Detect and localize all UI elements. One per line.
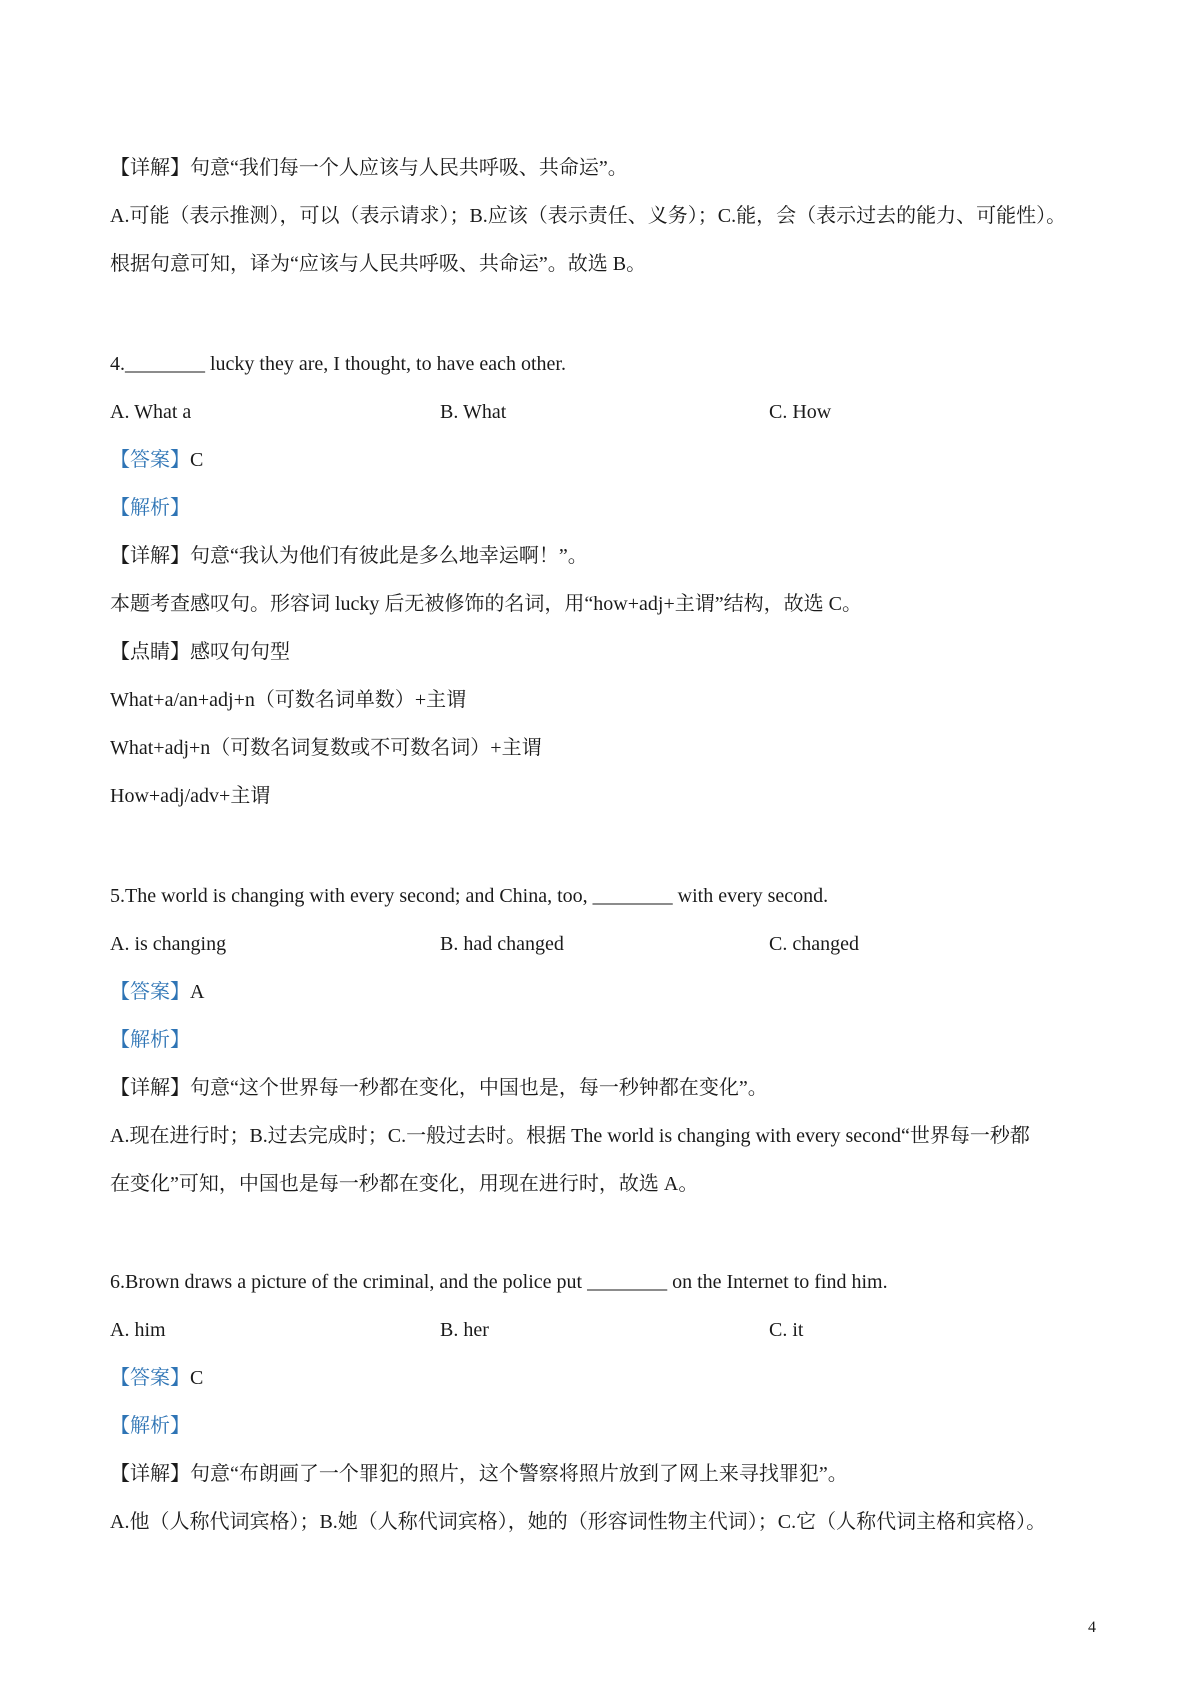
q6-explanation: A.他（人称代词宾格）；B.她（人称代词宾格），她的（形容词性物主代词）；C.它（人称代词主格和宾格）。 [110,1511,1047,1533]
answer-tag: 【答案】 [110,981,190,1003]
q5-option-b: B. had changed [440,933,564,955]
answer-value: C [190,449,204,471]
q4-rule-2: What+adj+n（可数名词复数或不可数名词）+主谓 [110,737,542,759]
answer-tag: 【答案】 [110,1367,190,1389]
q4-tip: 【点睛】感叹句句型 [110,641,290,663]
q6-detail: 【详解】句意“布朗画了一个罪犯的照片，这个警察将照片放到了网上来寻找罪犯”。 [110,1463,848,1485]
q5-option-a: A. is changing [110,933,227,955]
q4-detail: 【详解】句意“我认为他们有彼此是多么地幸运啊！”。 [110,545,588,567]
q5-option-c: C. changed [769,933,859,955]
q4-analysis-tag: 【解析】 [110,497,190,519]
page-number: 4 [1088,1619,1096,1636]
q3-explanation-line1: A.可能（表示推测），可以（表示请求）；B.应该（表示责任、义务）；C.能，会（表示过去的能力、可能性）。 [110,205,1067,227]
q6-question: 6.Brown draws a picture of the criminal, and the police put ________ on the Internet to find him. [110,1271,888,1293]
answer-value: C [190,1367,204,1389]
answer-value: A [190,981,205,1003]
q4-explanation: 本题考查感叹句。形容词 lucky 后无被修饰的名词，用“how+adj+主谓”结构，故选 C。 [110,593,862,615]
q5-analysis-tag: 【解析】 [110,1029,190,1051]
q3-detail: 【详解】句意“我们每一个人应该与人民共呼吸、共命运”。 [110,157,628,179]
q4-rule-1: What+a/an+adj+n（可数名词单数）+主谓 [110,689,467,711]
q6-analysis-tag: 【解析】 [110,1415,190,1437]
q4-option-b: B. What [440,401,507,423]
q4-rule-3: How+adj/adv+主谓 [110,785,271,807]
q4-answer [110,446,1100,474]
q5-answer [110,978,1100,1006]
q4-option-c: C. How [769,401,832,423]
q6-answer [110,1364,1100,1392]
q5-question: 5.The world is changing with every second; and China, too, ________ with every second. [110,885,829,907]
q6-option-a: A. him [110,1319,166,1341]
q4-question: 4.________ lucky they are, I thought, to have each other. [110,353,566,375]
answer-tag: 【答案】 [110,449,190,471]
q6-option-c: C. it [769,1319,804,1341]
q5-explanation-line2: 在变化”可知，中国也是每一秒都在变化，用现在进行时，故选 A。 [110,1173,699,1195]
q4-option-a: A. What a [110,401,192,423]
q6-option-b: B. her [440,1319,489,1341]
q5-explanation-line1: A.现在进行时；B.过去完成时；C.一般过去时。根据 The world is changing with every second“世界每一秒都 [110,1125,1030,1147]
q5-detail: 【详解】句意“这个世界每一秒都在变化，中国也是，每一秒钟都在变化”。 [110,1077,768,1099]
q3-explanation-line2: 根据句意可知，译为“应该与人民共呼吸、共命运”。故选 B。 [110,253,647,275]
